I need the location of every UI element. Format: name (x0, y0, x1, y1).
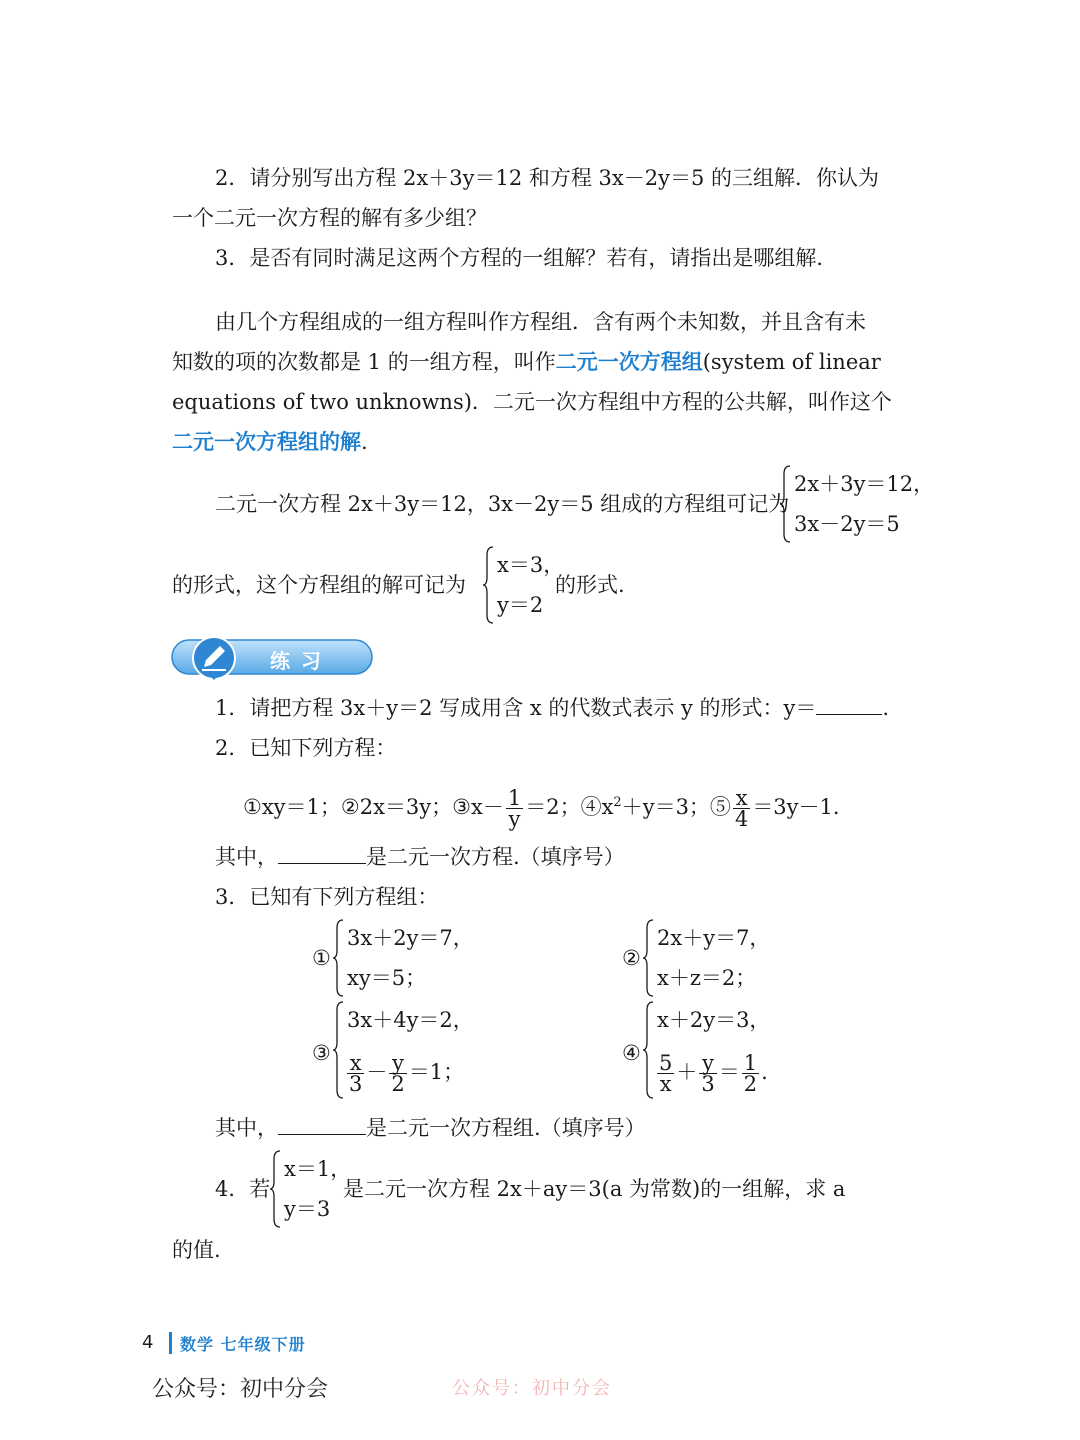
system-3-eq1: 3x＋4y＝2， (347, 1008, 474, 1032)
exercise-1-text: 1．请把方程 3x＋y＝2 写成用含 x 的代数式表示 y 的形式：y＝ (215, 696, 817, 720)
system-1-eq1: 3x＋2y＝7， (347, 926, 474, 950)
plus-sign: ＋ (676, 1060, 698, 1084)
example-line-2-end: 的形式. (555, 573, 625, 597)
question-2-line-1: 2．请分别写出方程 2x＋3y＝12 和方程 3x－2y＝5 的三组解．你认为 (215, 166, 879, 190)
numerator: 5 (659, 1051, 673, 1075)
watermark-faint: 公众号：初中分会 (452, 1378, 612, 1399)
exercise-2-equations (243, 783, 840, 829)
equals-sign: ＝ (718, 1060, 740, 1084)
minus-sign: － (366, 1060, 388, 1084)
denominator: 2 (391, 1072, 405, 1096)
exercise-1 (215, 688, 889, 728)
system-4-label: ④ (622, 1041, 641, 1065)
equations-part-b: ＝2；④x (525, 795, 614, 819)
answer-prefix: 其中， (215, 845, 278, 869)
question-3: 3．是否有同时满足这两个方程的一组解？若有，请指出是哪组解． (215, 246, 838, 270)
fraction-x-over-4 (733, 788, 750, 829)
answer-blank[interactable] (278, 1112, 366, 1135)
equations-part-a: ①xy＝1；②2x＝3y；③x－ (243, 795, 504, 819)
answer-blank[interactable] (816, 692, 882, 715)
numerator: y (699, 1053, 716, 1074)
answer-suffix: 是二元一次方程组.（填序号） (366, 1116, 646, 1140)
system-4-eq2 (655, 1052, 768, 1094)
fraction-1-over-y (506, 788, 523, 829)
exercise-2-title: 2．已知下列方程： (215, 736, 397, 760)
numerator: 1 (743, 1051, 758, 1075)
answer-prefix: 其中， (215, 1116, 278, 1140)
left-brace-icon (643, 1000, 655, 1100)
exercise-3-answer (215, 1108, 646, 1148)
definition-line-2 (172, 342, 881, 382)
denominator: 3 (701, 1072, 715, 1096)
definition-line-2-text: 知数的项的次数都是 1 的一组方程，叫作 (172, 350, 556, 374)
definition-line-3: equations of two unknowns)．二元一次方程组中方程的公共解，叫作这个 (172, 390, 892, 414)
equations-part-d: ＝3y－1. (752, 795, 840, 819)
footer-divider (169, 1332, 172, 1354)
denominator: 2 (743, 1072, 758, 1096)
page-number: 4 (142, 1332, 154, 1353)
answer-blank[interactable] (278, 841, 366, 864)
system-1-eq2: xy＝5； (347, 966, 427, 990)
definition-period: . (361, 430, 368, 454)
system-equation-1: 2x＋3y＝12， (794, 472, 935, 496)
fraction-y-over-3 (699, 1053, 716, 1094)
system-equation-2: 3x－2y＝5 (794, 512, 900, 536)
left-brace-icon (780, 464, 792, 544)
numerator: 1 (507, 786, 522, 810)
exercise-4-prefix: 4．若 (215, 1177, 271, 1201)
system-4 (643, 1000, 803, 1100)
solution-x: x＝3， (497, 553, 565, 577)
numerator: x (347, 1053, 364, 1074)
exercise-4-text: 是二元一次方程 2x＋ay＝3(a 为常数)的一组解，求 a (343, 1177, 846, 1201)
numerator: x (733, 788, 750, 809)
left-brace-icon (333, 918, 345, 998)
left-brace-icon (333, 1000, 345, 1100)
practice-badge (170, 636, 375, 680)
system-2-eq1: 2x＋y＝7， (657, 926, 771, 950)
system-2-eq2: x＋z＝2； (657, 966, 757, 990)
denominator: y (508, 807, 521, 831)
exercise-2-answer (215, 837, 625, 877)
left-brace-icon (270, 1149, 282, 1229)
fraction-y-over-2 (389, 1053, 406, 1094)
system-3 (333, 1000, 493, 1100)
exercise-4-line-2: 的值. (172, 1238, 221, 1262)
example-line-2: 的形式，这个方程组的解可记为 (172, 573, 466, 597)
denominator: 4 (734, 807, 749, 831)
fraction-1-over-2 (742, 1053, 759, 1094)
left-brace-icon (483, 545, 495, 625)
system-1-label: ① (312, 946, 331, 970)
definition-line-4 (172, 422, 368, 462)
equations-part-c: ＋y＝3；⑤ (621, 795, 731, 819)
system-3-label: ③ (312, 1041, 331, 1065)
numerator: y (389, 1053, 406, 1074)
equation-end: . (761, 1060, 768, 1084)
example-line-1: 二元一次方程 2x＋3y＝12，3x－2y＝5 组成的方程组可记为 (215, 492, 790, 516)
definition-english: (system of linear (702, 350, 881, 374)
answer-suffix: 是二元一次方程.（填序号） (366, 845, 625, 869)
fraction-5-over-x (657, 1053, 674, 1094)
practice-title: 练 习 (270, 649, 323, 673)
definition-line-1: 由几个方程组成的一组方程叫作方程组．含有两个未知数，并且含有未 (215, 310, 866, 334)
question-2-line-2: 一个二元一次方程的解有多少组？ (172, 206, 487, 230)
solution-y: y＝2 (497, 593, 544, 617)
left-brace-icon (643, 918, 655, 998)
exercise-3-title: 3．已知有下列方程组： (215, 885, 439, 909)
system-2-label: ② (622, 946, 641, 970)
denominator: 3 (349, 1072, 363, 1096)
denominator: x (659, 1072, 672, 1096)
solution-x: x＝1， (284, 1157, 352, 1181)
solution-y: y＝3 (284, 1197, 331, 1221)
term-system-solution: 二元一次方程组的解 (172, 430, 361, 454)
equation-rest: ＝1； (408, 1060, 465, 1084)
book-title: 数学 七年级下册 (180, 1335, 306, 1354)
exercise-1-end: . (882, 696, 890, 720)
watermark-account: 公众号：初中分会 (152, 1377, 329, 1402)
system-4-eq1: x＋2y＝3， (657, 1008, 771, 1032)
fraction-x-over-3 (347, 1053, 364, 1094)
exponent: 2 (613, 795, 622, 810)
system-3-eq2 (345, 1052, 464, 1094)
term-linear-system: 二元一次方程组 (555, 350, 703, 374)
